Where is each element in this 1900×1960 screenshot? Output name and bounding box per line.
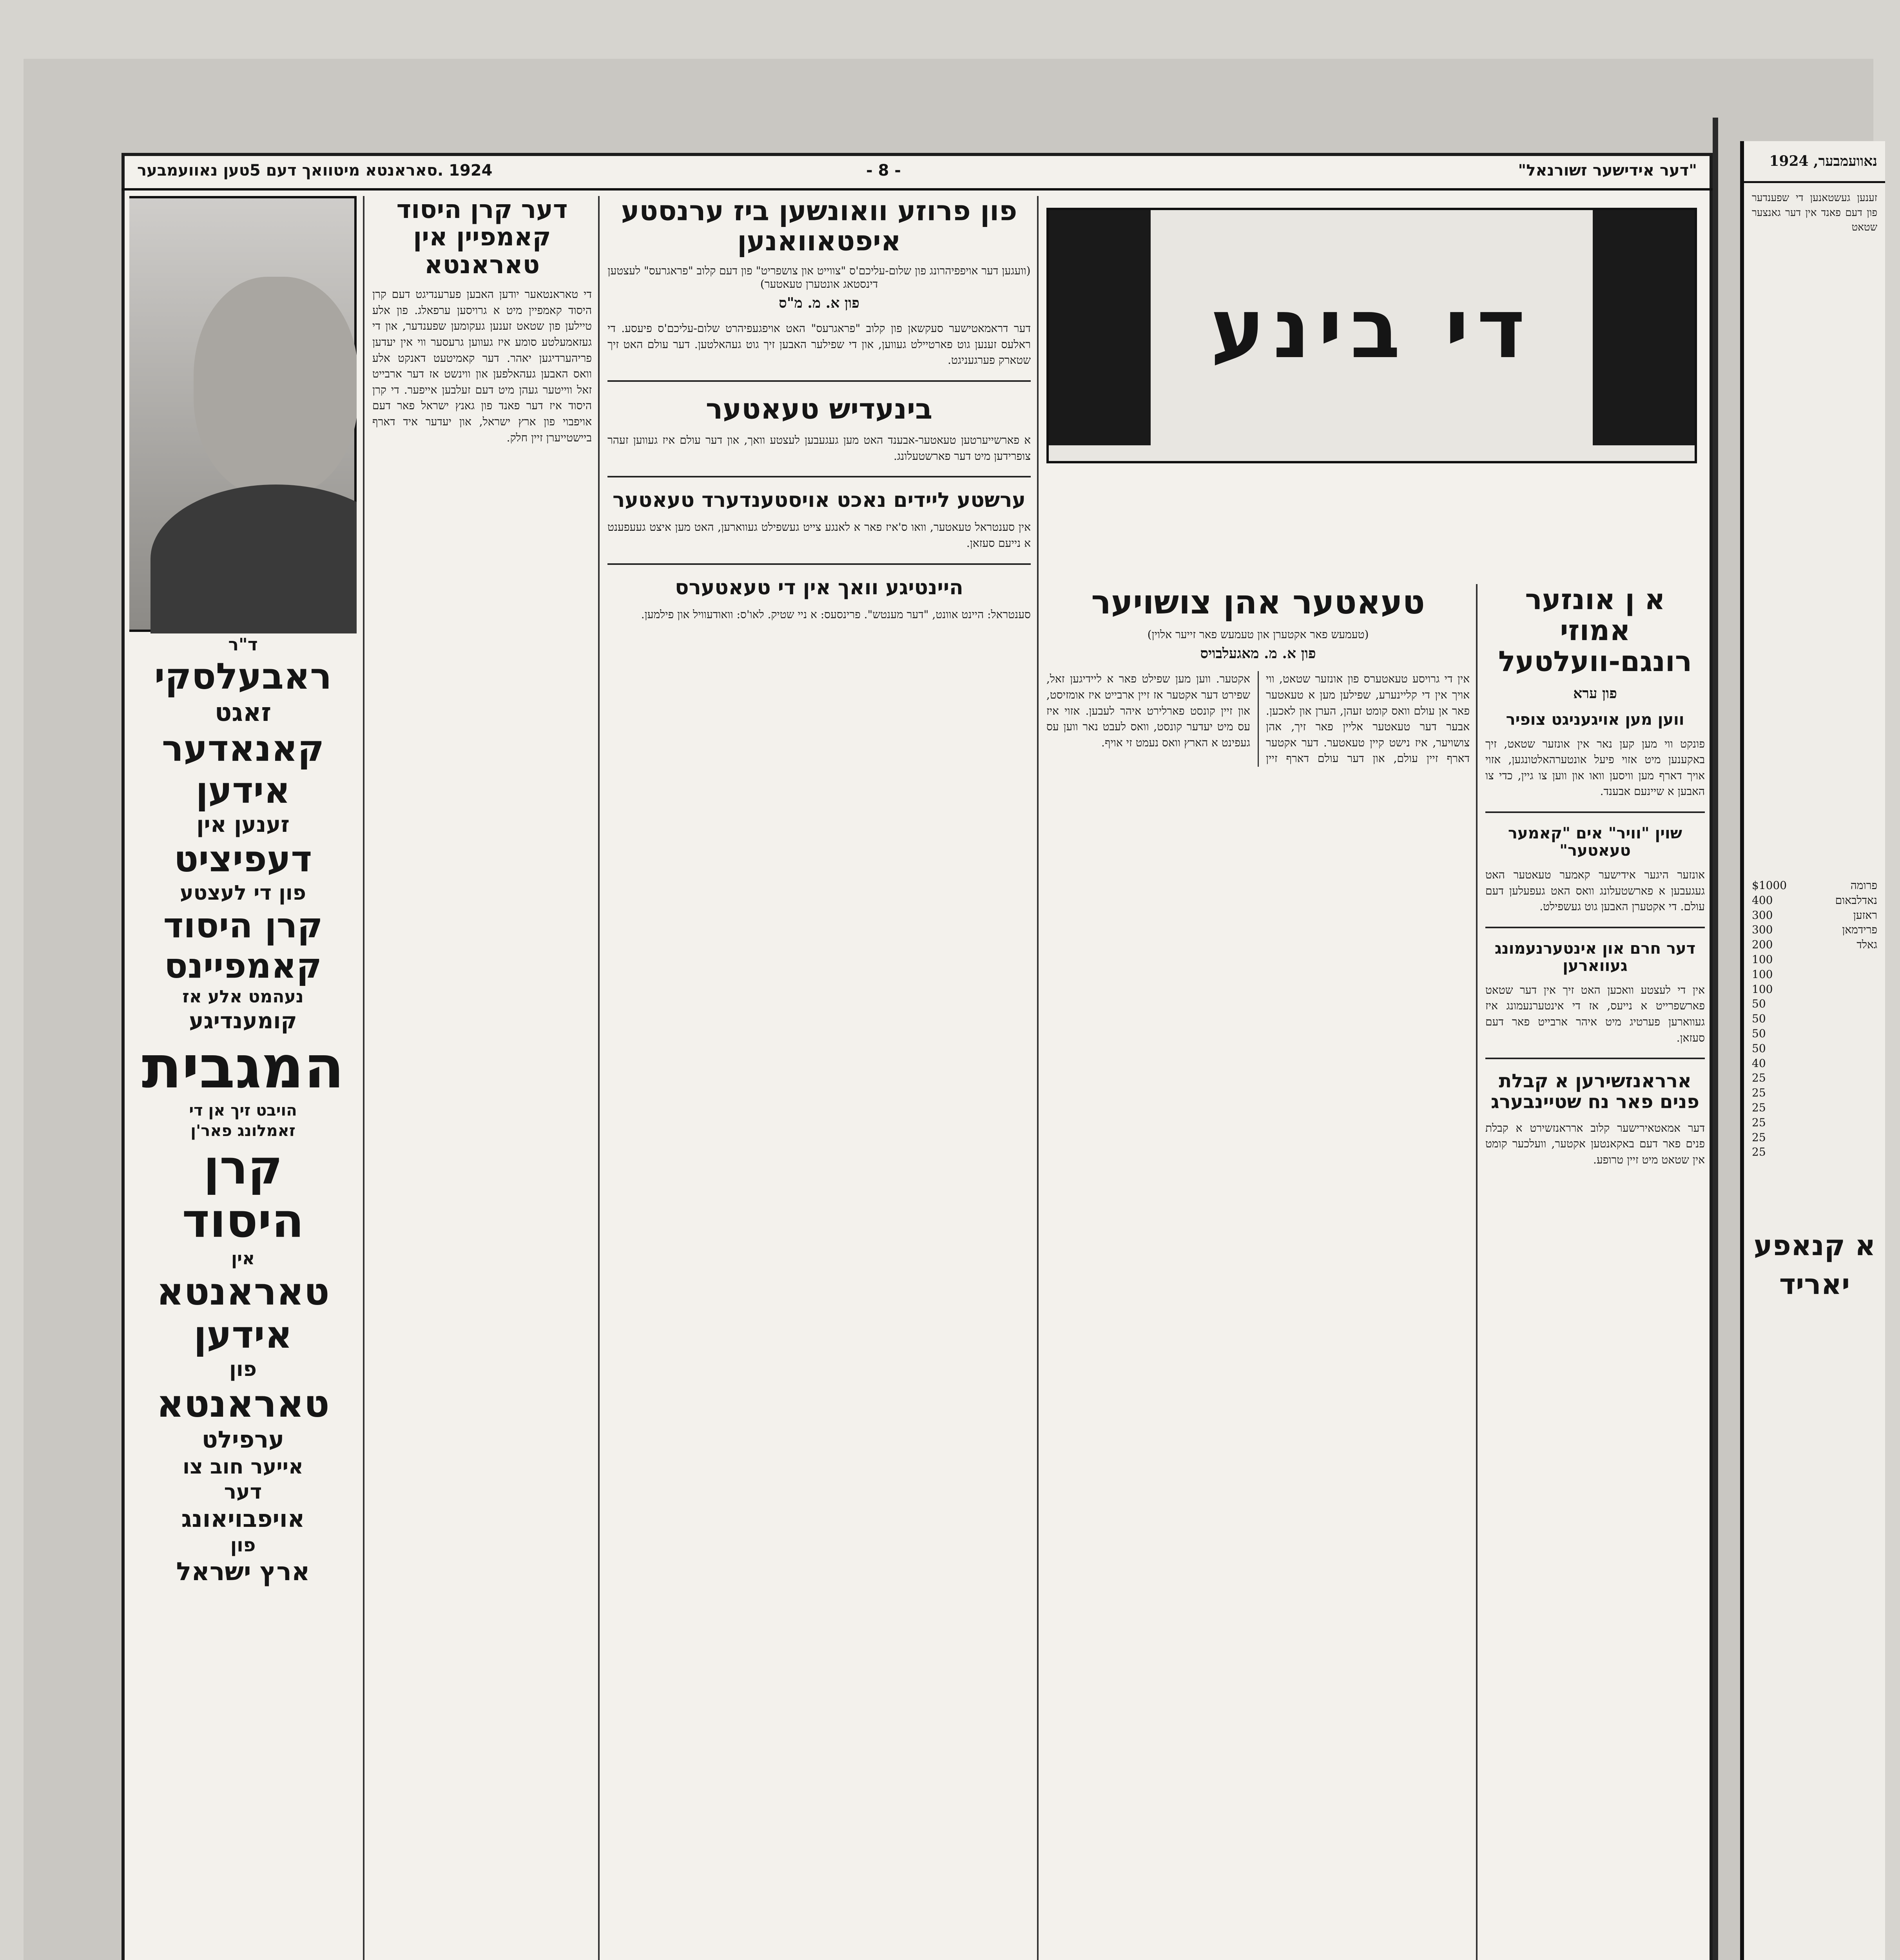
- column-keren-hayesod: [372, 196, 592, 1960]
- ad-line: אייער חוב צו: [183, 1455, 303, 1479]
- donor-amount: 100: [1752, 967, 1773, 981]
- ad-line: טאראנטא: [156, 1269, 330, 1314]
- ad-line: דער: [224, 1480, 262, 1504]
- ad-line: קאנאדער: [161, 727, 325, 769]
- ad-line: המגבית: [141, 1033, 344, 1102]
- ad-line: קאמפיינס: [164, 945, 322, 986]
- donor-amount: 100: [1752, 953, 1773, 966]
- prose-byline: פון א. מ. מ"ס: [779, 295, 859, 311]
- ad-line: הויבט זיך אן די: [189, 1102, 297, 1120]
- ad-line: אידען: [194, 1313, 292, 1357]
- page-header: [121, 153, 1713, 191]
- ad-line: פון די לעצטע: [180, 881, 306, 905]
- column-rule: [1476, 584, 1478, 1960]
- ad-line: היסוד: [182, 1194, 304, 1249]
- theatre-byline: פון א. מ. מאגעלבויס: [1200, 645, 1316, 662]
- ad-line: זענען אין: [196, 812, 290, 838]
- donor-name: פרומה: [1850, 879, 1877, 892]
- ad-name: ראבעלסקי: [154, 655, 332, 698]
- amusement-subhead-3: דער חרם און אינטערנעמונג געווארען: [1494, 939, 1696, 975]
- adjacent-text: זענען געשטאנען די שפענדער פון דעם פאנד אין דער גאנצער שטאט: [1752, 192, 1877, 234]
- adjacent-headline-1: א קנאפע: [1753, 1229, 1876, 1262]
- ad-line: נעהמט אלע אז: [182, 986, 304, 1007]
- divider: [607, 380, 1031, 382]
- header-date: 1924 .סאראנטא מיטוואך דעם 5טען נאוועמבער: [137, 162, 493, 180]
- donor-name: ראזען: [1853, 908, 1877, 922]
- banner-title: די בינע: [1210, 281, 1533, 377]
- divider: [607, 563, 1031, 565]
- portrait-shoulders: [150, 485, 357, 633]
- donor-amount: 50: [1752, 1012, 1766, 1025]
- ad-line: אויפבויאונג: [181, 1505, 305, 1533]
- adjacent-headline-2: יאריד: [1779, 1268, 1850, 1301]
- ad-line: פון: [230, 1534, 256, 1556]
- donor-name: נאדלבאום: [1835, 893, 1877, 907]
- column-amusement: [1485, 584, 1705, 1960]
- donor-name: גאלד: [1856, 938, 1877, 951]
- stage-banner-area: [1039, 196, 1705, 572]
- theatre-body: אין די גרויסע טעאטערס פון אונזער שטאט, ווי אויך אין די קליינערע, שפילען מען א טעאטער פאר אן עולם וואס קומט זעהן, הערן און לאכען. אבער דער טעאטער אליין פאר זיך, אהן צושויער, איז נישט קיין טעאטער. דער אקטער דארף זיין עולם, און דער עולם דארף זיין אקטער. ווען מען שפילט פאר א ליידיגען זאל, שפירט דער אקטער אז זיין ארבייט איז אומזיסט, און זיין קונסט פארלירט איהר לעבען. אזוי איז עס מיט יעדער קונסט, וואס לעבט נאר ווען עס געפינט א הארץ וואס נעמט זי אויף.: [1046, 672, 1470, 765]
- column-rule: [598, 196, 600, 1960]
- column-rule: [363, 196, 364, 1960]
- donor-amount: 25: [1752, 1071, 1766, 1085]
- donor-list: [1744, 870, 1885, 1167]
- keren-headline: דער קרן היסוד קאמפיין אין טאראנטא: [396, 196, 568, 279]
- column-prose: [607, 196, 1031, 1960]
- donor-row: [1752, 1011, 1877, 1026]
- donor-row: [1752, 922, 1877, 937]
- donor-row: [1752, 967, 1877, 982]
- donor-amount: 300: [1752, 908, 1773, 922]
- ad-line: ארץ ישראל: [176, 1557, 310, 1587]
- ad-line: זאגט: [214, 698, 272, 727]
- header-paper-name: "דער אידישער זשורנאל": [1518, 162, 1697, 180]
- divider: [1485, 1058, 1705, 1059]
- amusement-subhead-1: ווען מען אויגעניגט צופיר: [1506, 710, 1684, 729]
- donor-row: [1752, 1071, 1877, 1085]
- prose-body-2: א פארשייערטען טעאטער-אבענד האט מען געגעבען לעצטע וואך, און דער עולם איז געווען זעהר צופרידען מיט דער פארשטעלונג.: [607, 433, 1031, 463]
- theatre-note: (טעמעש פאר אקטערן און טעמעש פאר זייער אלוין): [1147, 628, 1369, 641]
- portrait-photo: [129, 196, 357, 632]
- donor-amount: 100: [1752, 982, 1773, 996]
- column-theatre: [1046, 584, 1470, 1960]
- header-page-number: - 8 -: [866, 162, 901, 180]
- amusement-subhead-4: ארראנזשירען א קבלת פנים פאר נח שטיינבערג: [1491, 1070, 1699, 1113]
- donor-row: [1752, 1100, 1877, 1115]
- prose-note: (וועגען דער אויפפיהרונג פון שלום-עליכם'ס "צווייט און צושפריט" פון דעם קלוב "פראגרעס" לעצטען דינסטאג אונטערן טעאטער): [607, 264, 1031, 290]
- donor-row: [1752, 1115, 1877, 1130]
- donor-row: [1752, 908, 1877, 923]
- donor-row: [1752, 1041, 1877, 1056]
- amusement-body-3: אין די לעצטע וואכען האט זיך אין דער שטאט פארשפרייט א נייעס, אז די אינטערנעמונג איז געווארען פערטיג מיט איהר ארבייט פאר דעם סעזאן.: [1485, 983, 1705, 1044]
- divider: [1485, 811, 1705, 813]
- donor-amount: 50: [1752, 1042, 1766, 1055]
- adjacent-header: נאוועמבער, 1924: [1744, 141, 1885, 183]
- donor-row: [1752, 878, 1877, 893]
- donor-row: [1752, 1145, 1877, 1160]
- donor-row: [1752, 937, 1877, 952]
- adjacent-page: [1740, 141, 1885, 1960]
- prose-subhead-1: בינעדיש טעאטער: [705, 392, 933, 425]
- prose-body: דער דראמאטישער סעקשאן פון קלוב "פראגרעס" האט אויפגעפיהרט שלום-עליכם'ס פיעסע. די ראלעס זענען גוט פארטיילט געווען, און די שפילער האבען זיך גוט געהאלטען. דער עולם האט זיך שטארק פערגעניגט.: [607, 322, 1031, 367]
- keren-body: די טאראנטאער יודען האבען פערענדיגט דעם קרן היסוד קאמפיין מיט א גרויסען ערפאלג. פון אלע טיילען פון שטאט זענען געקומען שפענדער, און די געזאמעלטע סומע איז געווען גרעסער ווי אין יעדען פריהערדיגען יאהר. דער קאמיטעט דאנקט אלע וואס האבען געהאלפען און ווינשט אז דער ארבייט זאל ווייטער געהן מיט דעם זעלבען אייפער. די קרן היסוד איז דער פאנד פון גאנץ ישראל פאר דעם אויפבוי פון ארץ ישראל, און יעדער איד דארף ביישטייערן זיין חלק.: [372, 288, 592, 444]
- donor-name: פרידמאן: [1842, 923, 1877, 936]
- ad-line: זאמלונג פאר'ן: [190, 1122, 296, 1140]
- donor-row: [1752, 1026, 1877, 1041]
- donor-amount: 40: [1752, 1056, 1766, 1070]
- prose-body-4: סענטראל: היינט אוונט, "דער מענטש". פרינסעס: א ניי שטיק. לאו'ס: וואודעוויל און פילמען.: [641, 608, 1031, 621]
- amusement-body-2: אונזער היגער אידישער קאמער טעאטער האט געגעבען א פארשטעלונג וואס האט געפעלען דעם עולם. די אקטערן האבען גוט געשפילט.: [1485, 868, 1705, 913]
- ad-line: טאראנטא: [156, 1381, 330, 1426]
- prose-body-3: אין סענטראל טעאטער, וואו ס'איז פאר א לאנגע צייט געשפילט געווארען, האט מען איצט געעפענט א נייעם סעזאן.: [607, 521, 1031, 550]
- theatre-headline: טעאטער אהן צושויער: [1091, 584, 1425, 621]
- ad-line: אידען: [196, 769, 290, 811]
- donor-amount: 50: [1752, 1027, 1766, 1040]
- column-advertisement: [129, 196, 357, 1960]
- divider: [607, 476, 1031, 477]
- donor-amount: 25: [1752, 1086, 1766, 1100]
- donor-amount: 200: [1752, 938, 1773, 951]
- ad-line: אין: [231, 1249, 255, 1269]
- donor-amount: $1000: [1752, 879, 1787, 892]
- donor-row: [1752, 996, 1877, 1011]
- donor-amount: 300: [1752, 923, 1773, 936]
- page-fold: [1713, 118, 1718, 1960]
- donor-amount: 50: [1752, 997, 1766, 1011]
- donor-amount: 25: [1752, 1131, 1766, 1144]
- amusement-headline: א ן אונזער אמוזי רונגם-וועלטעל: [1498, 584, 1692, 678]
- newspaper-page: [121, 153, 1713, 1960]
- ad-line: ערפילט: [201, 1426, 285, 1454]
- donor-row: [1752, 1130, 1877, 1145]
- donor-row: [1752, 893, 1877, 908]
- prose-subhead-3: היינטיגע וואך אין די טעאטערס: [675, 575, 963, 599]
- ad-line: קרן היסוד: [163, 905, 323, 946]
- divider: [1485, 927, 1705, 928]
- ad-line: קומענדיגע: [189, 1008, 297, 1034]
- donor-amount: 400: [1752, 893, 1773, 907]
- ad-line: דעפיציט: [174, 838, 312, 880]
- portrait-head: [194, 277, 357, 496]
- donor-row: [1752, 1056, 1877, 1071]
- donor-row: [1752, 952, 1877, 967]
- donor-amount: 25: [1752, 1116, 1766, 1129]
- stage-banner: [1046, 208, 1697, 463]
- donor-amount: 25: [1752, 1145, 1766, 1159]
- ad-line: קרן: [203, 1140, 283, 1195]
- amusement-byline: פון ערא: [1573, 685, 1617, 702]
- prose-headline: פון פרוזע וואונשען ביז ערנסטע איפטאוואנען: [621, 196, 1017, 257]
- donor-row: [1752, 1085, 1877, 1100]
- prose-subhead-2: ערשטע ליידים נאכט אויסטענדערד טעאטער: [612, 488, 1026, 512]
- donor-amount: 25: [1752, 1101, 1766, 1114]
- amusement-subhead-2: שוין "וויר" אים "קאמער טעאטער": [1508, 824, 1682, 860]
- amusement-body-4: דער אמאטאירישער קלוב ארראנזשירט א קבלת פנים פאר דעם באקאנטען אקטער, וועלכער קומט אין שטאט מיט זיין טרופע.: [1485, 1121, 1705, 1166]
- column-rule: [1037, 196, 1039, 1960]
- amusement-body-1: פונקט ווי מען קען נאר אין אונזער שטאט, זיך באקענען מיט אזוי פיעל אונטערהאלטונגען, אזוי אויך דארף מען וויסען וואו און ווען צו גיין, כדי צו האבען א שיינעם אבענד.: [1485, 737, 1705, 798]
- donor-row: [1752, 982, 1877, 997]
- ad-line: פון: [229, 1357, 257, 1381]
- ad-title: ד"ר: [228, 635, 258, 655]
